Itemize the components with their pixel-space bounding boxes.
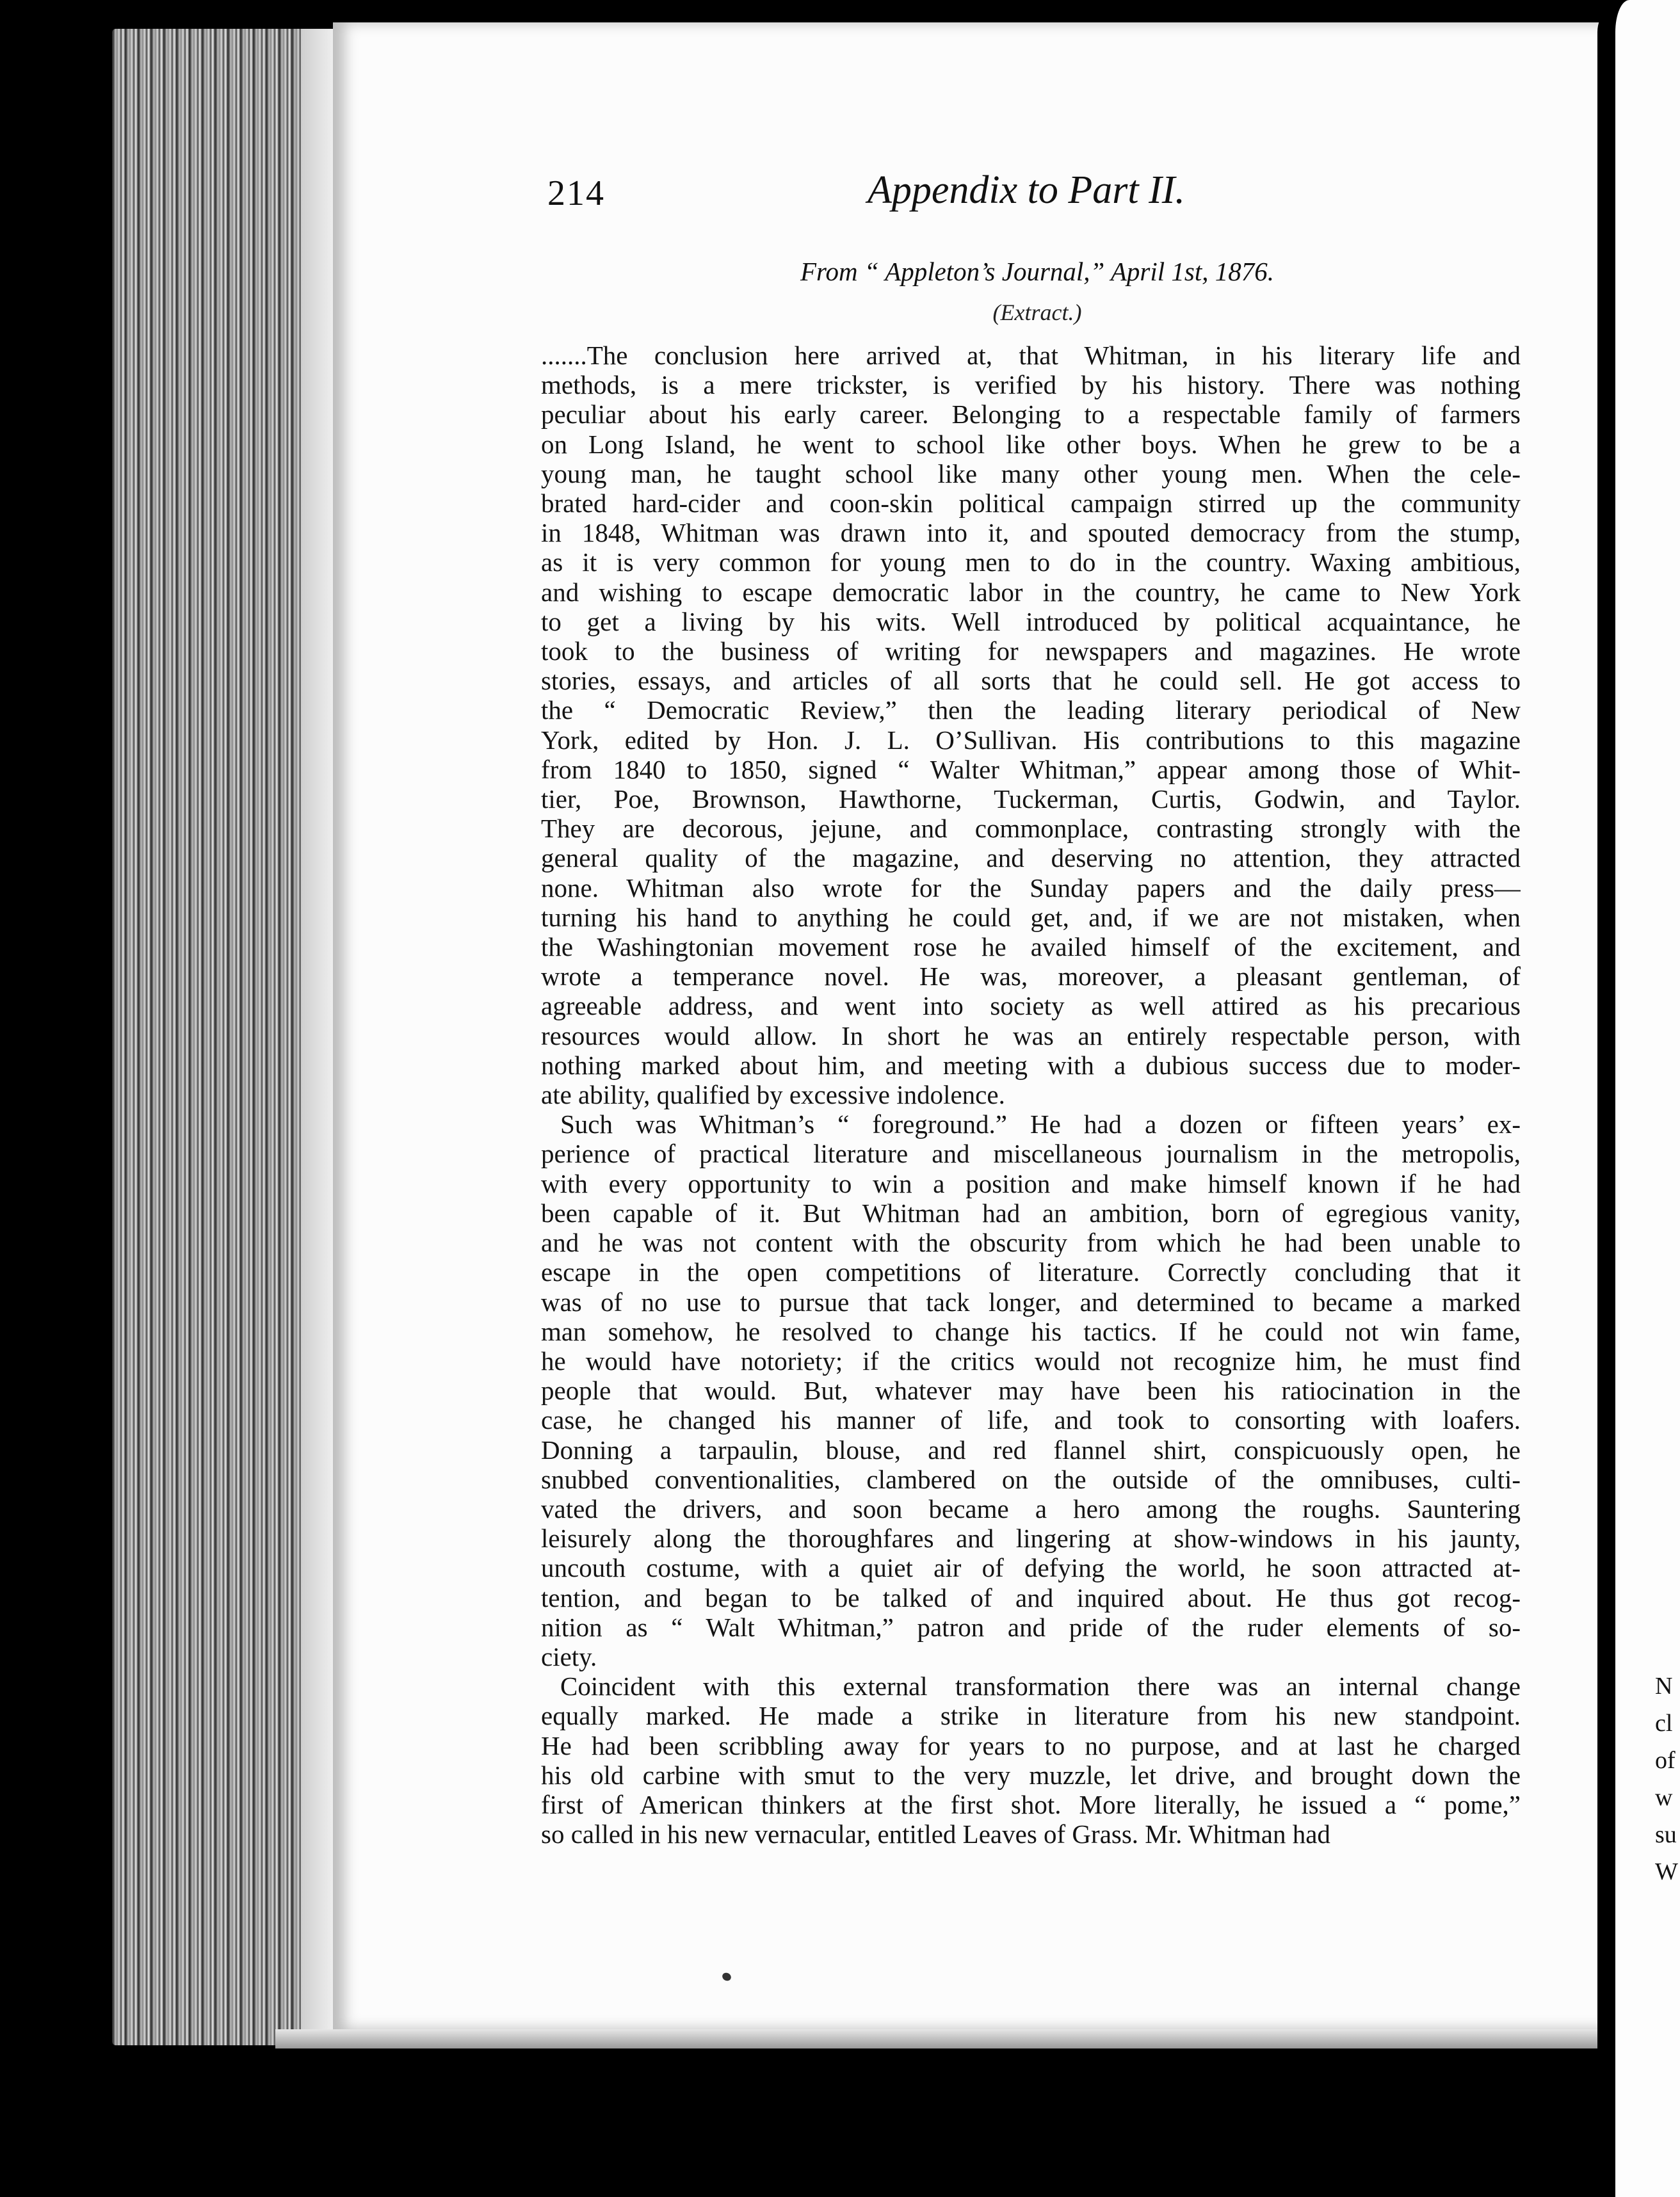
text-line: on Long Island, he went to school like other boys. When he grew to be a [541, 429, 1521, 459]
body-text [541, 341, 1521, 1849]
text-line: young man, he taught school like many other young men. When the cele- [541, 458, 1521, 488]
text-line: snubbed conventionalities, clambered on the outside of the omnibuses, culti- [541, 1464, 1521, 1494]
text-line: agreeable address, and went into society as well attired as his precarious [541, 991, 1521, 1021]
text-line: the “ Democratic Review,” then the leading literary periodical of New [541, 695, 1521, 725]
source-citation: From “ Appleton’s Journal,” April 1st, 1876. [800, 257, 1274, 286]
book-page-stack [112, 29, 346, 2045]
facing-page-letter: w [1655, 1784, 1673, 1811]
text-line: wrote a temperance novel. He was, moreover, a pleasant gentleman, of [541, 962, 1521, 992]
text-line: resources would allow. In short he was an entirely respectable person, with [541, 1020, 1521, 1050]
text-line: and he was not content with the obscurity from which he had been unable to [541, 1228, 1521, 1258]
text-line: turning his hand to anything he could get, and, if we are not mistaken, when [541, 902, 1521, 932]
text-line: general quality of the magazine, and deserving no attention, they attracted [541, 843, 1521, 873]
text-line: uncouth costume, with a quiet air of defying the world, he soon attracted at- [541, 1553, 1521, 1583]
text-line: man somehow, he resolved to change his tactics. If he could not win fame, [541, 1316, 1521, 1346]
facing-page-letter: W [1655, 1858, 1678, 1885]
text-line: escape in the open competitions of literature. Correctly concluding that it [541, 1257, 1521, 1287]
facing-page-letter: cl [1655, 1710, 1673, 1737]
page-number: 214 [547, 173, 605, 213]
facing-page-letter: N [1655, 1673, 1673, 1700]
extract-note: (Extract.) [992, 300, 1082, 325]
text-line: from 1840 to 1850, signed “ Walter Whitman,” appear among those of Whit- [541, 754, 1521, 784]
text-line: brated hard-cider and coon-skin political campaign stirred up the community [541, 488, 1521, 519]
text-line: stories, essays, and articles of all sorts that he could sell. He got access to [541, 666, 1521, 696]
text-line: methods, is a mere trickster, is verified by his history. There was nothing [541, 370, 1521, 400]
text-line: .......The conclusion here arrived at, that Whitman, in his literary life and [541, 341, 1521, 370]
facing-page-text-fragment [1655, 1668, 1680, 1890]
text-line: none. Whitman also wrote for the Sunday papers and the daily press— [541, 873, 1521, 903]
text-line: Such was Whitman’s “ foreground.” He had a dozen or fifteen years’ ex- [560, 1109, 1521, 1139]
facing-page-letter: of [1655, 1747, 1676, 1774]
text-line: Coincident with this external transformation there was an internal change [560, 1671, 1521, 1702]
text-line: first of American thinkers at the first shot. More literally, he issued a “ pome,” [541, 1789, 1521, 1819]
text-line: his old carbine with smut to the very muzzle, let drive, and brought down the [541, 1760, 1521, 1790]
text-line: and wishing to escape democratic labor in the country, he came to New York [541, 577, 1521, 607]
text-line: to get a living by his wits. Well introduced by political acquaintance, he [541, 606, 1521, 636]
text-line: leisurely along the thoroughfares and lingering at show-windows in his jaunty, [541, 1524, 1521, 1554]
text-line: was of no use to pursue that tack longer, and determined to became a marked [541, 1287, 1521, 1317]
text-line: as it is very common for young men to do in the country. Waxing ambitious, [541, 547, 1521, 577]
text-line: nothing marked about him, and meeting with a dubious success due to moder- [541, 1050, 1521, 1080]
text-line: perience of practical literature and miscellaneous journalism in the metropolis, [541, 1139, 1521, 1169]
paragraph [541, 341, 1521, 1109]
text-line: He had been scribbling away for years to no purpose, and at last he charged [541, 1730, 1521, 1760]
text-line: nition as “ Walt Whitman,” patron and pride of the ruder elements of so- [541, 1612, 1521, 1642]
paragraph [541, 1109, 1521, 1671]
text-line: ate ability, qualified by excessive indolence. [541, 1080, 1005, 1110]
text-line: so called in his new vernacular, entitled Leaves of Grass. Mr. Whitman had [541, 1819, 1330, 1849]
text-line: been capable of it. But Whitman had an ambition, born of egregious vanity, [541, 1198, 1521, 1228]
text-line: York, edited by Hon. J. L. O’Sullivan. His contributions to this magazine [541, 725, 1521, 755]
running-head: Appendix to Part II. [868, 168, 1185, 212]
text-line: peculiar about his early career. Belonging to a respectable family of farmers [541, 399, 1521, 430]
facing-page-letter: su [1655, 1821, 1677, 1848]
text-line: the Washingtonian movement rose he availed himself of the excitement, and [541, 932, 1521, 962]
text-line: with every opportunity to win a position and make himself known if he had [541, 1168, 1521, 1198]
text-line: he would have notoriety; if the critics would not recognize him, he must find [541, 1346, 1521, 1376]
paragraph [541, 1671, 1521, 1849]
text-line: took to the business of writing for newspapers and magazines. He wrote [541, 636, 1521, 666]
text-line: tier, Poe, Brownson, Hawthorne, Tuckerman, Curtis, Godwin, and Taylor. [541, 784, 1521, 814]
text-line: They are decorous, jejune, and commonplace, contrasting strongly with the [541, 814, 1521, 844]
text-line: tention, and began to be talked of and inquired about. He thus got recog- [541, 1582, 1521, 1613]
text-line: ciety. [541, 1641, 597, 1671]
page-bottom-edge [275, 2029, 1620, 2048]
text-line: equally marked. He made a strike in literature from his new standpoint. [541, 1701, 1521, 1731]
text-line: Donning a tarpaulin, blouse, and red flannel shirt, conspicuously open, he [541, 1435, 1521, 1465]
text-line: vated the drivers, and soon became a hero among the roughs. Sauntering [541, 1493, 1521, 1524]
text-line: people that would. But, whatever may have been his ratiocination in the [541, 1376, 1521, 1406]
text-line: case, he changed his manner of life, and took to consorting with loafers. [541, 1405, 1521, 1435]
text-line: in 1848, Whitman was drawn into it, and spouted democracy from the stump, [541, 518, 1521, 548]
